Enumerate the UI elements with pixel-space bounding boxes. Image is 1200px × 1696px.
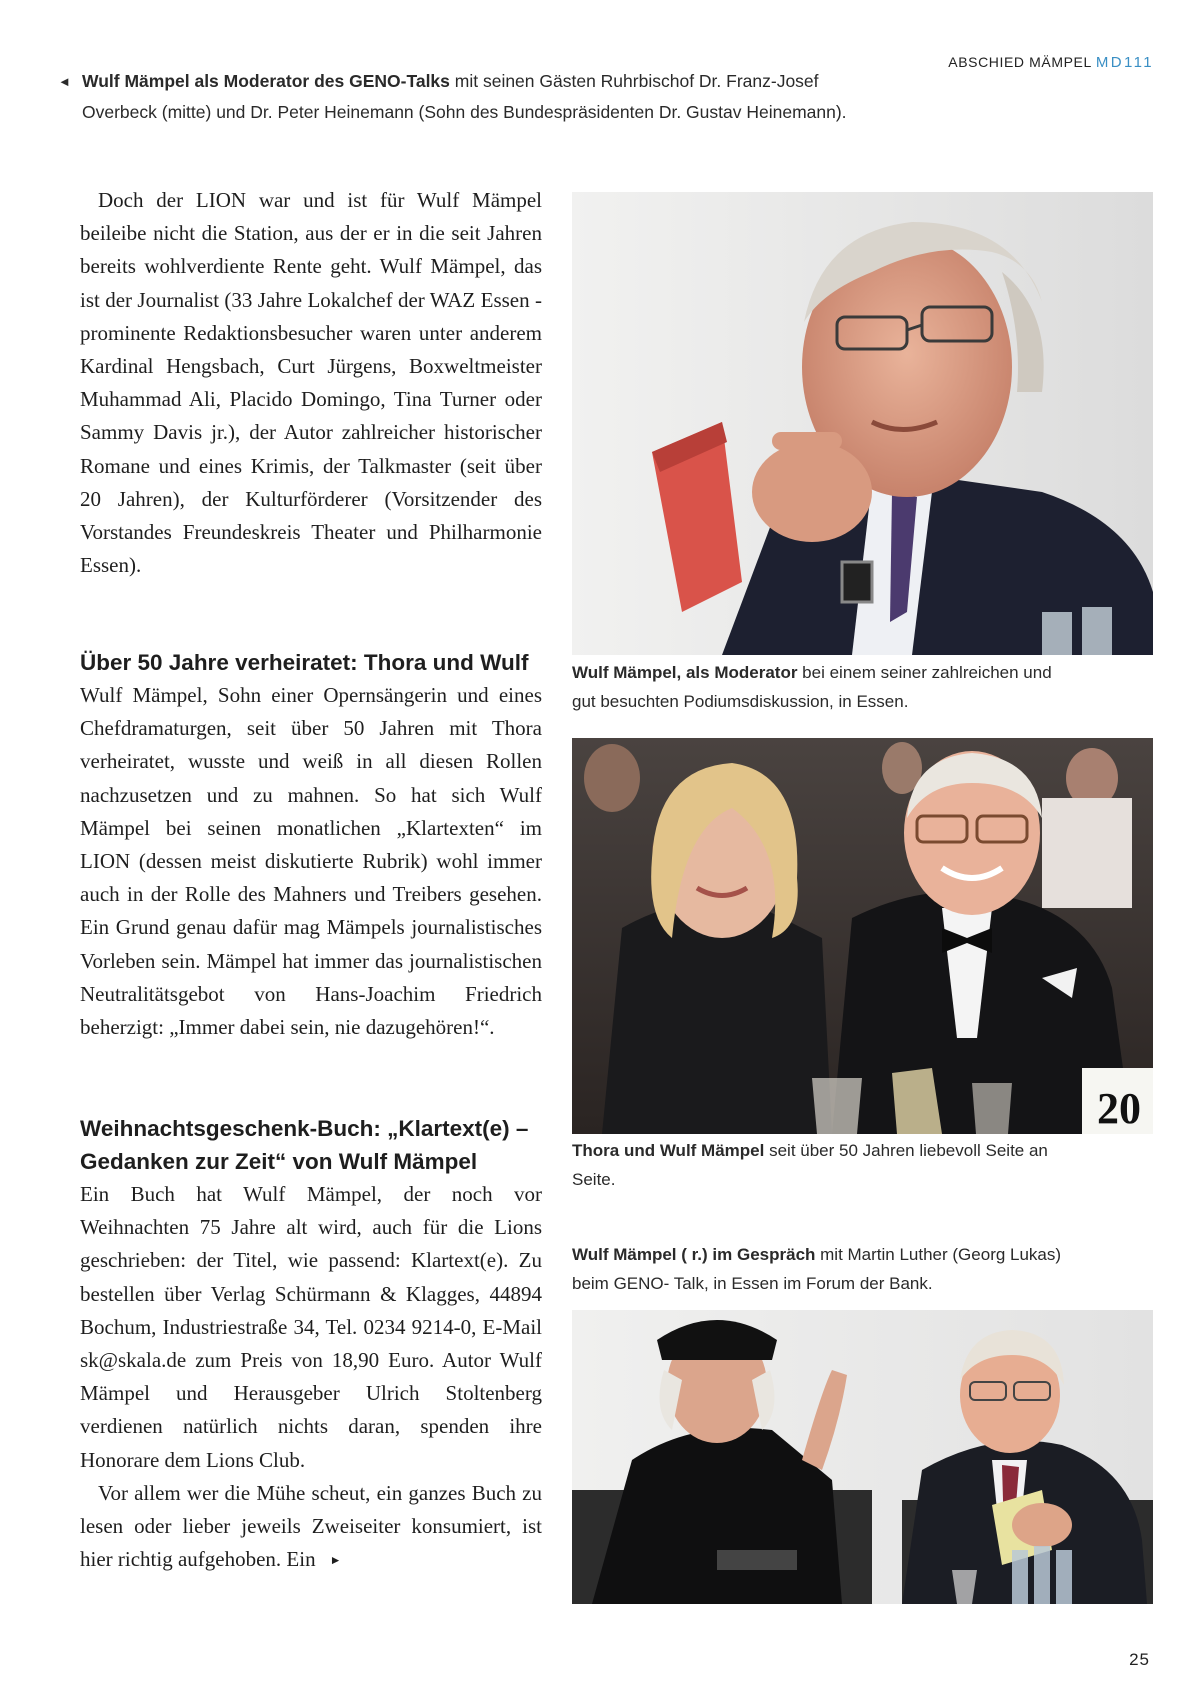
heading-married: Über 50 Jahre verheiratet: Thora und Wulf [80, 650, 529, 675]
paragraph-1-text: Doch der LION war und ist für Wulf Mämpel beileibe nicht die Station, aus der er in die seit Jahren bereits wohlverdiente Rente geht. Wulf Mämpel, das ist der Journalist (33 Jahre Lokalchef der WAZ Essen - prominente Redaktionsbesucher waren unter anderem Kardinal Hengsbach, Curt Jürgens, Boxweltmeister Muhammad Ali, Placido Domingo, Tina Turner oder Sammy Davis jr.), der Autor zahlreicher historischer Romane und eines Krimis, der Talkmaster (seit über 20 Jahren), der Kulturförderer (Vorsitzender des Vorstandes Freundeskreis Theater und Philharmonie Essen). [80, 188, 542, 578]
top-photo-caption [58, 66, 858, 127]
caption-luther-bold: Wulf Mämpel ( r.) im Gespräch [572, 1245, 816, 1264]
continue-arrow-icon: ► [329, 1553, 342, 1568]
caption-luther [572, 1240, 1072, 1298]
caption-couple-rest: seit über 50 Jahren liebevoll Seite an Seite. [572, 1141, 1048, 1189]
paragraph-2-text: Wulf Mämpel, Sohn einer Opernsängerin und eines Chefdramaturgen, seit über 50 Jahren mit Thora verheiratet, wusste und weiß in all diesen Rollen nachzusetzen und zu mahnen. So hat sich Wulf Mämpel bei seinen monatlichen „Klartexten“ im LION (dessen meist diskutierte Rubrik) wohl immer auch in der Rolle des Mahners und Treibers gesehen. Ein Grund genau dafür mag Mämpels journalistisches Vorleben sein. Mämpel hat immer das journalistischen Neutralitätsgebot von Hans-Joachim Friedrich beherzigt: „Immer dabei sein, nie dazugehören!“. [80, 683, 542, 1040]
photo-moderator-image [572, 192, 1153, 655]
caption-pointer-icon: ◄ [58, 74, 71, 89]
caption-couple-bold: Thora und Wulf Mämpel [572, 1141, 765, 1160]
table-number-card: 20 [1097, 1084, 1141, 1133]
caption-moderator-rest: bei einem seiner zahlreichen und gut besuchten Podiumsdiskussion, in Essen. [572, 663, 1052, 711]
section-label [948, 54, 1154, 71]
photo-couple [572, 738, 1153, 1134]
top-caption-line2: Overbeck (mitte) und Dr. Peter Heinemann (Sohn des Bundespräsidenten Dr. Gustav Heinemann). [82, 102, 847, 122]
article-paragraph-1 [80, 184, 542, 582]
section-code: MD111 [1095, 54, 1154, 71]
caption-couple [572, 1136, 1072, 1194]
photo-luther-talk [572, 1310, 1153, 1604]
caption-luther-rest: mit Martin Luther (Georg Lukas) beim GENO- Talk, in Essen im Forum der Bank. [572, 1245, 1062, 1293]
paragraph-3-text: Ein Buch hat Wulf Mämpel, der noch vor Weihnachten 75 Jahre alt wird, auch für die Lions geschrieben: der Titel, wie passend: Klartext(e). Zu bestellen über Verlag Schürmann & Klagges, 44894 Bochum, Industriestraße 34, Tel. 0234 9214-0, E-Mail sk@skala.de zum Preis von 18,90 Euro. Autor Wulf Mämpel und Herausgeber Ulrich Stoltenberg verdienen natürlich nichts daran, spenden ihre Honorare dem Lions Club. [80, 1182, 542, 1472]
heading-book-line2: Gedanken zur Zeit“ von Wulf Mämpel [80, 1149, 478, 1174]
heading-book [80, 1112, 550, 1178]
heading-book-line1: Weihnachtsgeschenk-Buch: „Klartext(e) – [80, 1116, 529, 1141]
caption-moderator-bold: Wulf Mämpel, als Moderator [572, 663, 798, 682]
page-number: 25 [1129, 1650, 1150, 1669]
top-caption-bold: Wulf Mämpel als Moderator des GENO-Talks [82, 71, 450, 91]
section-title: ABSCHIED MÄMPEL [948, 54, 1092, 70]
article-paragraph-3 [80, 1178, 542, 1577]
paragraph-4-text: Vor allem wer die Mühe scheut, ein ganzes Buch zu lesen oder lieber jeweils Zweiseiter konsumiert, ist hier richtig aufgehoben. Ein [80, 1480, 542, 1572]
photo-moderator [572, 192, 1153, 655]
photo-luther-image [572, 1310, 1153, 1604]
caption-moderator [572, 658, 1072, 716]
photo-couple-image [572, 738, 1153, 1134]
top-caption-rest: mit seinen Gästen Ruhrbischof Dr. Franz-Josef [449, 71, 819, 91]
paragraph-4 [80, 1477, 542, 1578]
article-paragraph-2 [80, 679, 542, 1044]
